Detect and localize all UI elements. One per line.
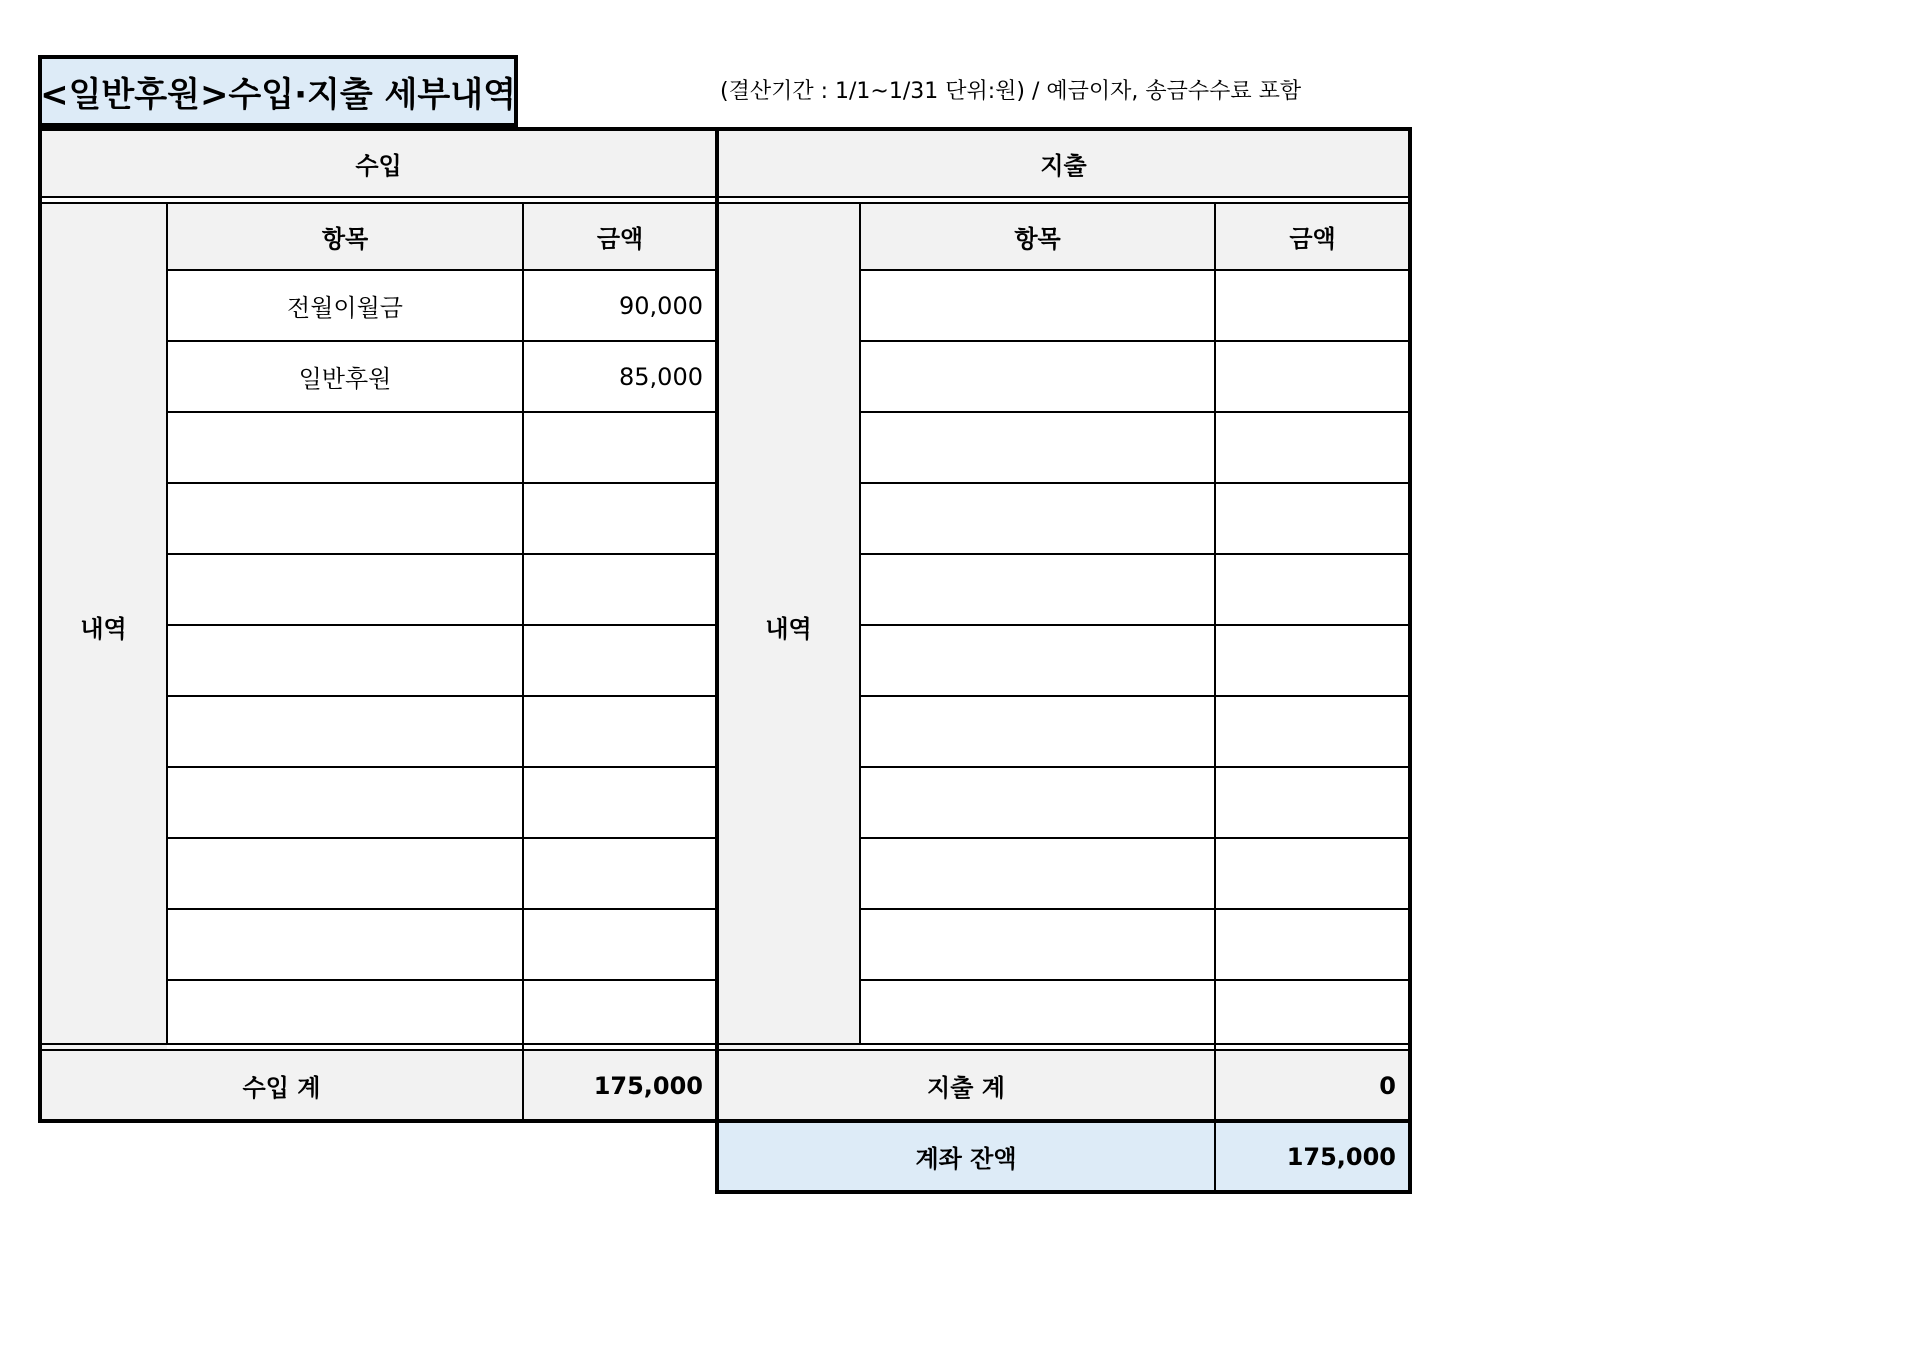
income-row-amount — [523, 554, 717, 625]
table-border — [1214, 203, 1216, 1192]
table-border — [860, 837, 1410, 839]
expense-row-amount — [1215, 767, 1410, 838]
table-border — [40, 196, 1410, 198]
table-border — [860, 482, 1410, 484]
income-row-item — [167, 696, 523, 767]
expense-row-amount — [1215, 838, 1410, 909]
income-row-item: 일반후원 — [298, 365, 392, 393]
income-row-item — [167, 767, 523, 838]
expense-header: 지출 — [717, 129, 1410, 197]
expense-row-item — [860, 625, 1215, 696]
page-title: <일반후원>수입·지출 세부내역 — [38, 55, 518, 127]
income-row-item — [167, 980, 523, 1051]
settlement-period-note: (결산기간 : 1/1~1/31 단위:원) / 예금이자, 송금수수료 포함 — [720, 79, 1302, 104]
income-row-amount — [523, 838, 717, 909]
table-border — [167, 766, 717, 768]
table-border — [38, 1119, 719, 1123]
table-border — [860, 979, 1410, 981]
table-border — [167, 979, 717, 981]
expense-row-amount — [1215, 696, 1410, 767]
expense-row-item — [860, 980, 1215, 1051]
income-total-label: 수입 계 — [40, 1050, 523, 1121]
expense-row-amount — [1215, 554, 1410, 625]
expense-row-amount — [1215, 483, 1410, 554]
table-border — [167, 269, 717, 271]
table-border — [860, 269, 1410, 271]
table-border — [715, 129, 719, 1194]
table-border — [1408, 129, 1412, 1194]
expense-row-item — [860, 270, 1215, 341]
expense-row-amount — [1215, 270, 1410, 341]
expense-row-amount — [1215, 341, 1410, 412]
expense-row-amount — [1215, 909, 1410, 980]
table-border — [860, 766, 1410, 768]
table-border — [167, 482, 717, 484]
income-row-amount — [523, 483, 717, 554]
table-border — [167, 695, 717, 697]
table-border — [167, 553, 717, 555]
income-row-amount — [523, 980, 717, 1051]
table-border — [167, 340, 717, 342]
expense-row-item — [860, 696, 1215, 767]
income-row-item — [167, 554, 523, 625]
table-border — [860, 553, 1410, 555]
income-row-item — [167, 838, 523, 909]
income-row-item — [167, 412, 523, 483]
table-border — [167, 908, 717, 910]
balance-value: 175,000 — [1215, 1121, 1410, 1192]
income-col-item: 항목 — [167, 203, 523, 270]
expense-row-item — [860, 838, 1215, 909]
table-border — [860, 411, 1410, 413]
income-row-amount: 90,000 — [619, 291, 703, 320]
table-border — [40, 1043, 1410, 1045]
expense-col-item: 항목 — [860, 203, 1215, 270]
income-row-item — [167, 909, 523, 980]
income-total-value: 175,000 — [523, 1050, 717, 1121]
table-border — [167, 411, 717, 413]
expense-side-label: 내역 — [717, 203, 860, 1050]
income-row-amount — [523, 625, 717, 696]
income-row-item: 전월이월금 — [287, 294, 403, 322]
income-header: 수입 — [40, 129, 717, 197]
income-row-amount — [523, 767, 717, 838]
table-border — [860, 340, 1410, 342]
income-row-amount: 85,000 — [619, 362, 703, 391]
income-row-amount — [523, 412, 717, 483]
expense-row-item — [860, 909, 1215, 980]
expense-row-item — [860, 554, 1215, 625]
income-row-amount — [523, 696, 717, 767]
table-border — [40, 1049, 1410, 1051]
table-border — [38, 127, 1412, 131]
expense-row-item — [860, 412, 1215, 483]
table-border — [860, 624, 1410, 626]
table-border — [717, 1119, 1410, 1123]
table-border — [167, 837, 717, 839]
income-col-amount: 금액 — [523, 203, 717, 270]
table-border — [167, 624, 717, 626]
table-border — [860, 908, 1410, 910]
expense-total-label: 지출 계 — [717, 1050, 1215, 1121]
income-row-amount — [523, 909, 717, 980]
income-row-item — [167, 625, 523, 696]
expense-row-amount — [1215, 412, 1410, 483]
table-border — [40, 202, 1410, 204]
income-side-label: 내역 — [40, 203, 167, 1050]
expense-row-amount — [1215, 625, 1410, 696]
income-row-item — [167, 483, 523, 554]
expense-row-amount — [1215, 980, 1410, 1051]
table-border — [38, 129, 42, 1123]
expense-col-amount: 금액 — [1215, 203, 1410, 270]
expense-total-value: 0 — [1215, 1050, 1410, 1121]
expense-row-item — [860, 483, 1215, 554]
expense-row-item — [860, 341, 1215, 412]
balance-label: 계좌 잔액 — [717, 1121, 1215, 1192]
expense-row-item — [860, 767, 1215, 838]
table-border — [860, 695, 1410, 697]
table-border — [715, 1190, 1412, 1194]
